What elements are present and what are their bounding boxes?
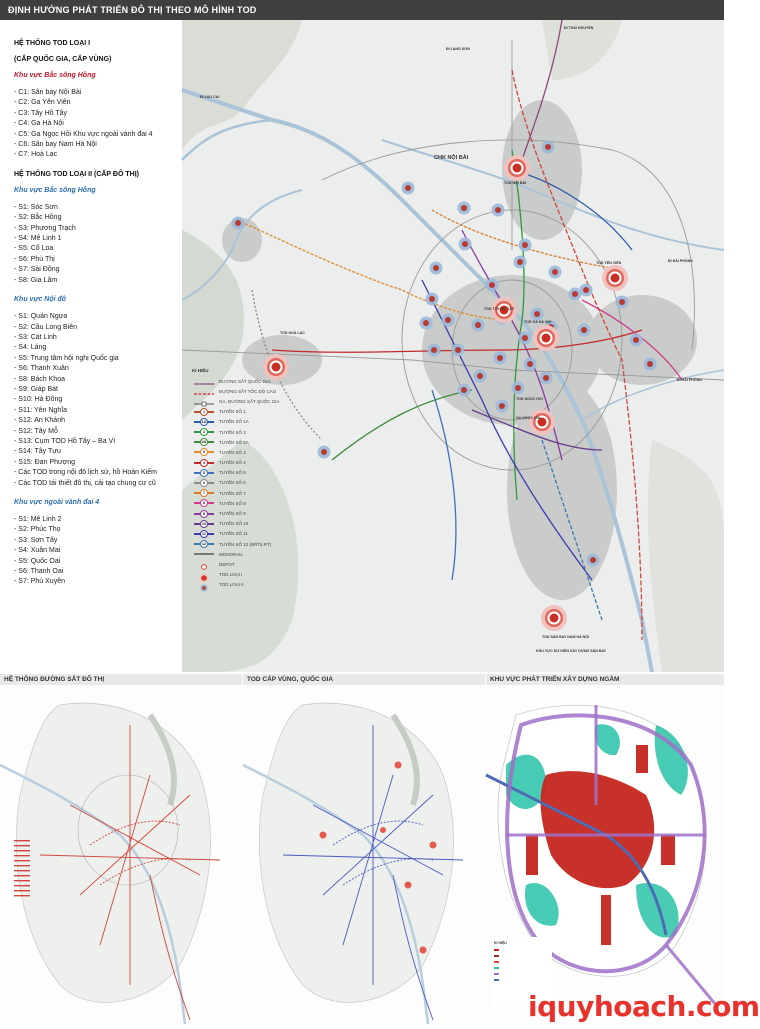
tod-type2-marker[interactable] — [430, 262, 443, 275]
map-legend-row — [192, 508, 362, 518]
tod-type2-marker[interactable] — [514, 256, 527, 269]
line-number-badge: 1A — [201, 419, 207, 424]
map-legend-label: TUYẾN SỐ 6 — [219, 480, 246, 486]
tod-type2-marker[interactable] — [494, 352, 507, 365]
tod-type2-marker[interactable] — [492, 204, 505, 217]
map-place-label: TOD NỘI BÀI — [504, 181, 527, 185]
map-place-label: ĐI HẢI PHÒNG — [677, 378, 702, 382]
map-legend-row — [192, 549, 362, 559]
list-item: - C5: Ga Ngọc Hồi Khu vực ngoài vành đai 4 — [14, 130, 153, 138]
site-logo[interactable]: iquyhoach.com — [528, 990, 760, 1023]
list-item: - C6: Sân bay Nam Hà Nội — [14, 141, 97, 149]
map-place-label: TOD YÊN VIÊN — [596, 261, 622, 265]
type1-region: Khu vực Bắc sông Hồng — [14, 72, 96, 79]
map-place-label: ĐI LÀO CAI — [200, 95, 220, 99]
map-legend-label: ĐƯỜNG SẮT QUỐC GIA — [219, 378, 271, 384]
list-item: - S8: Bách Khoa — [14, 375, 65, 383]
tod-type2-marker[interactable] — [630, 334, 643, 347]
legend-symbol-icon — [192, 376, 216, 386]
map-legend-row — [192, 417, 362, 427]
line-number-badge: 7 — [200, 489, 208, 497]
map-legend-row — [192, 396, 362, 406]
tod-type2-marker[interactable] — [486, 279, 499, 292]
legend-symbol-icon — [192, 458, 216, 468]
list-item: - S10: Hà Đông — [14, 396, 63, 404]
list-item: - S11: Yên Nghĩa — [14, 406, 68, 414]
map-legend-label: TUYẾN SỐ 1A — [219, 419, 249, 425]
map-place-label: ĐI LẠNG SƠN — [446, 47, 470, 51]
list-item: - S7: Phú Xuyên — [14, 578, 65, 586]
panel-urban-rail-map — [0, 685, 242, 1024]
tod-type1-marker[interactable] — [529, 409, 555, 435]
map-legend — [192, 368, 362, 590]
map-place-label: TOD HOÀ LẠC — [280, 331, 305, 335]
map-place-label: ĐI HẢI PHÒNG — [668, 259, 693, 263]
tod-type2-marker[interactable] — [644, 358, 657, 371]
panel-regional-tod[interactable] — [243, 674, 485, 1024]
type2-region-north: Khu vực Bắc sông Hồng — [14, 186, 96, 194]
list-item: - S1: Sóc Sơn — [14, 203, 58, 211]
map-legend-row — [192, 539, 362, 549]
type2-region-inner: Khu vực Nội đô — [14, 296, 67, 304]
map-legend-row — [192, 559, 362, 569]
tod-type2-marker[interactable] — [524, 358, 537, 371]
legend-symbol-icon — [192, 437, 216, 447]
map-legend-row — [192, 529, 362, 539]
map-legend-row — [192, 458, 362, 468]
tod-type2-marker[interactable] — [402, 182, 415, 195]
line-number-badge: 2 — [200, 428, 208, 436]
type1-list — [14, 88, 182, 161]
list-item: - S12: Tây Mỗ — [14, 427, 58, 435]
map-legend-label: TUYẾN SỐ 7 — [219, 490, 246, 496]
map-place-label: TOD NGỌC HỒI — [516, 397, 543, 401]
map-legend-row — [192, 447, 362, 457]
map-place-label: TOD TÂY HỒ TÂY — [484, 307, 515, 311]
list-item: - S1: Quán Ngựa — [14, 313, 68, 321]
tod-type2-marker[interactable] — [426, 293, 439, 306]
type2-heading: HỆ THỐNG TOD LOẠI II (CẤP ĐÔ THỊ) — [14, 170, 139, 178]
page-title: ĐỊNH HƯỚNG PHÁT TRIỂN ĐÔ THỊ THEO MÔ HÌNH TOD — [0, 0, 724, 20]
map-legend-row — [192, 386, 362, 396]
tod-type2-marker[interactable] — [542, 141, 555, 154]
tod-type2-marker[interactable] — [458, 202, 471, 215]
line-number-badge: 4 — [200, 459, 208, 467]
list-item: - Các TOD trong nội đô lịch sử, hồ Hoàn Kiếm — [14, 469, 157, 477]
map-legend-label: MONORAIL — [219, 551, 244, 557]
list-item: - Các TOD tái thiết đô thị, cải tạo chung cư cũ — [14, 479, 156, 487]
list-item: - S3: Sơn Tây — [14, 536, 58, 544]
tod-type1-marker[interactable] — [541, 605, 567, 631]
map-legend-row — [192, 488, 362, 498]
map-legend-label: TUYẾN SỐ 12 (BRT/LRT) — [219, 541, 272, 547]
list-item: - S3: Phương Trạch — [14, 224, 76, 232]
line-number-badge: 11 — [201, 531, 206, 536]
legend-symbol-icon — [192, 580, 216, 590]
legend-symbol-icon — [192, 509, 216, 519]
list-item: - S6: Thanh Xuân — [14, 365, 69, 373]
tod-type1-marker[interactable] — [602, 265, 628, 291]
panel-regional-tod-map — [243, 685, 485, 1024]
tod-type2-marker[interactable] — [459, 238, 472, 251]
tod-type2-marker[interactable] — [569, 288, 582, 301]
tod-type2-marker[interactable] — [519, 239, 532, 252]
map-legend-label: TUYẾN SỐ 1 — [219, 409, 246, 415]
map-place-label: TOD SÂN BAY NAM HÀ NỘI — [542, 635, 590, 639]
list-item: - S6: Phù Thị — [14, 255, 55, 263]
map-place-label: TOD GA HÀ NỘI — [524, 320, 552, 324]
list-item: - S3: Cát Linh — [14, 333, 57, 341]
map-legend-label: TUYẾN SỐ 11 — [219, 531, 248, 537]
map-legend-label: ĐƯỜNG SẮT TỐC ĐỘ CAO — [219, 388, 277, 394]
legend-symbol-icon — [192, 427, 216, 437]
list-item: - S13: Cụm TOD Hồ Tây – Ba Vì — [14, 437, 116, 445]
map-legend-row — [192, 580, 362, 590]
line-number-badge: 5 — [200, 469, 208, 477]
map-legend-label: TUYẾN SỐ 2 — [219, 429, 246, 435]
line-number-badge: 10 — [201, 521, 207, 526]
map-legend-label: TOD LOẠI I — [219, 572, 243, 578]
inner-list — [14, 312, 182, 489]
map-place-label: CHK NỘI BÀI — [434, 155, 469, 161]
list-item: - S4: Xuân Mai — [14, 547, 61, 555]
list-item: - C1: Sân bay Nội Bài — [14, 89, 82, 96]
map-legend-row — [192, 478, 362, 488]
list-item: - S5: Cổ Loa — [14, 245, 54, 253]
type2-region-outer: Khu vực ngoài vành đai 4 — [14, 499, 100, 506]
tod-type2-marker[interactable] — [474, 370, 487, 383]
line-number-badge: 12 — [201, 542, 207, 547]
tod-type2-marker[interactable] — [496, 400, 509, 413]
main-tod-map[interactable] — [182, 20, 724, 672]
tod-type1-marker[interactable] — [504, 155, 530, 181]
map-legend-label: TUYẾN SỐ 2A — [219, 439, 249, 445]
legend-symbol-icon — [192, 529, 216, 539]
tod-type1-marker[interactable] — [533, 325, 559, 351]
list-item: - S12: An Khánh — [14, 417, 65, 425]
panel-regional-tod-title: TOD CẤP VÙNG, QUỐC GIA — [243, 674, 485, 685]
legend-symbol-icon — [192, 468, 216, 478]
underground-legend-title: KÍ HIỆU — [494, 941, 507, 945]
list-item: - S6: Thanh Oai — [14, 568, 64, 576]
list-item: - S4: Láng — [14, 344, 47, 352]
legend-symbol-icon — [192, 549, 216, 559]
list-item: - S8: Gia Lâm — [14, 276, 58, 284]
outer-list — [14, 515, 182, 588]
legend-symbol-icon — [192, 559, 216, 569]
tod-type2-marker[interactable] — [616, 296, 629, 309]
type1-subheading: (CẤP QUỐC GIA, CẤP VÙNG) — [14, 56, 112, 63]
line-number-badge: 8 — [200, 499, 208, 507]
map-legend-row — [192, 498, 362, 508]
legend-symbol-icon — [192, 570, 216, 580]
map-legend-row — [192, 376, 362, 386]
list-item: - C3: Tây Hồ Tây — [14, 109, 68, 117]
tod-type2-marker[interactable] — [512, 382, 525, 395]
legend-symbol-icon — [192, 478, 216, 488]
legend-symbol-icon — [192, 407, 216, 417]
map-legend-label: TUYẾN SỐ 9 — [219, 511, 246, 517]
line-number-badge: 6 — [200, 479, 208, 487]
panel-underground-map — [486, 685, 724, 1024]
list-item: - S2: Cầu Long Biên — [14, 323, 78, 331]
tod-type2-marker[interactable] — [578, 324, 591, 337]
tod-legend-panel — [0, 20, 182, 672]
map-legend-label: DEPOT — [219, 561, 235, 567]
list-item: - S15: Đan Phượng — [14, 458, 76, 466]
list-item: - S5: Quốc Oai — [14, 557, 61, 565]
list-item: - S2: Bắc Hồng — [14, 214, 62, 222]
panel-urban-rail[interactable] — [0, 674, 242, 1024]
legend-symbol-icon — [192, 417, 216, 427]
tod-type2-marker[interactable] — [420, 317, 433, 330]
tod-type2-marker[interactable] — [458, 384, 471, 397]
legend-symbol-icon — [192, 539, 216, 549]
map-legend-title: KÍ HIỆU — [192, 368, 209, 373]
panel-underground-title: KHU VỰC PHÁT TRIỂN XÂY DỰNG NGẦM — [486, 674, 724, 685]
list-item: - S7: Sài Đồng — [14, 266, 60, 274]
line-number-badge: 9 — [200, 510, 208, 518]
map-legend-row — [192, 570, 362, 580]
list-item: - S4: Mê Linh 1 — [14, 235, 62, 243]
tod-type2-marker[interactable] — [428, 344, 441, 357]
map-legend-row — [192, 407, 362, 417]
legend-symbol-icon — [192, 519, 216, 529]
map-legend-label: TOD LOẠI II — [219, 582, 244, 588]
tod-type2-marker[interactable] — [531, 308, 544, 321]
tod-type2-marker[interactable] — [540, 372, 553, 385]
map-legend-label: TUYẾN SỐ 8 — [219, 500, 246, 506]
map-legend-row — [192, 519, 362, 529]
tod-type2-marker[interactable] — [442, 314, 455, 327]
line-number-badge: 1 — [200, 408, 208, 416]
list-item: - S14: Tây Tựu — [14, 448, 61, 456]
map-legend-label: TUYẾN SỐ 3 — [219, 449, 246, 455]
panel-underground[interactable] — [486, 674, 724, 1024]
list-item: - S2: Phúc Thọ — [14, 526, 61, 534]
legend-symbol-icon — [192, 447, 216, 457]
list-item: - C2: Ga Yên Viên — [14, 99, 71, 107]
map-legend-label: GA, ĐƯỜNG SẮT QUỐC GIA — [219, 398, 280, 404]
tod-type2-marker[interactable] — [549, 266, 562, 279]
map-place-label: GA NGỌC HỒI — [516, 416, 541, 420]
tod-type2-marker[interactable] — [587, 554, 600, 567]
north-list — [14, 203, 182, 286]
map-legend-label: TUYẾN SỐ 5 — [219, 470, 246, 476]
map-place-label: KHU VỰC DỰ KIẾN XÂY DỰNG SÂN BAY — [536, 649, 607, 653]
map-legend-row — [192, 437, 362, 447]
map-legend-row — [192, 468, 362, 478]
map-place-label: ĐI THÁI NGUYÊN — [564, 26, 594, 30]
tod-type2-marker[interactable] — [519, 332, 532, 345]
line-number-badge: 3 — [200, 448, 208, 456]
legend-symbol-icon — [192, 386, 216, 396]
list-item: - C4: Ga Hà Nội — [14, 120, 64, 128]
legend-symbol-icon — [192, 488, 216, 498]
map-legend-label: TUYẾN SỐ 4 — [219, 460, 246, 466]
list-item: - S1: Mê Linh 2 — [14, 516, 62, 523]
panel-urban-rail-title: HỆ THỐNG ĐƯỜNG SẮT ĐÔ THỊ — [0, 674, 242, 685]
list-item: - S9: Giáp Bát — [14, 385, 58, 393]
tod-type2-marker[interactable] — [452, 344, 465, 357]
list-item: - C7: Hoà Lạc — [14, 151, 58, 159]
list-item: - S5: Trung tâm hội nghị Quốc gia — [14, 354, 119, 362]
tod-type2-marker[interactable] — [472, 319, 485, 332]
tod-type2-marker[interactable] — [232, 217, 245, 230]
legend-symbol-icon — [192, 396, 216, 406]
legend-symbol-icon — [192, 498, 216, 508]
type1-heading: HỆ THỐNG TOD LOẠI I — [14, 40, 91, 47]
map-legend-label: TUYẾN SỐ 10 — [219, 521, 249, 527]
map-legend-row — [192, 427, 362, 437]
line-number-badge: 2A — [201, 440, 207, 445]
